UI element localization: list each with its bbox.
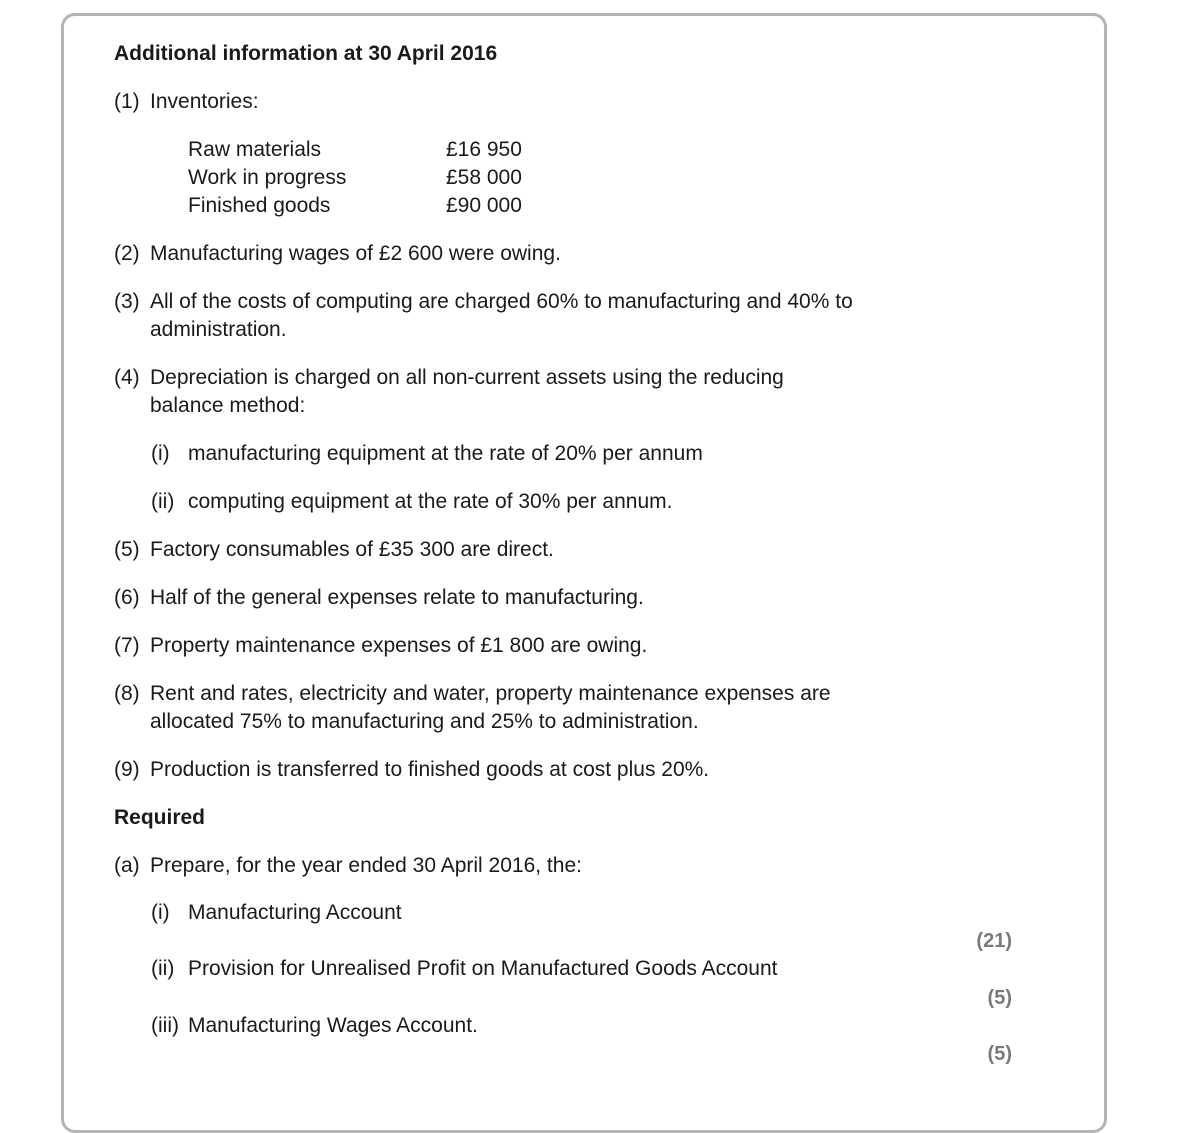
inventory-value: £90 000 bbox=[446, 194, 522, 217]
item-text: All of the costs of computing are charged 60% to manufacturing and 40% to bbox=[150, 290, 853, 313]
question-part-number: (ii) bbox=[151, 957, 175, 980]
item-number: (2) bbox=[114, 242, 140, 265]
inventory-value: £58 000 bbox=[446, 166, 522, 189]
item-number: (9) bbox=[114, 758, 140, 781]
item-number: (7) bbox=[114, 634, 140, 657]
item-number: (4) bbox=[114, 366, 140, 389]
item-text: Manufacturing wages of £2 600 were owing. bbox=[150, 242, 561, 265]
item-text: Half of the general expenses relate to manufacturing. bbox=[150, 586, 644, 609]
item-text: Depreciation is charged on all non-current assets using the reducing bbox=[150, 366, 784, 389]
question-part-text: Manufacturing Account bbox=[188, 901, 402, 924]
question-part-text: Manufacturing Wages Account. bbox=[188, 1014, 478, 1037]
item-number: (6) bbox=[114, 586, 140, 609]
item-text: balance method: bbox=[150, 394, 306, 417]
question-text: Prepare, for the year ended 30 April 2016, the: bbox=[150, 854, 582, 877]
item-text: Property maintenance expenses of £1 800 are owing. bbox=[150, 634, 648, 657]
inventory-value: £16 950 bbox=[446, 138, 522, 161]
inventory-label: Finished goods bbox=[188, 194, 331, 217]
marks-badge: (5) bbox=[987, 1043, 1012, 1065]
item-number: (1) bbox=[114, 90, 140, 113]
inventory-label: Raw materials bbox=[188, 138, 322, 161]
item-text: Factory consumables of £35 300 are direct. bbox=[150, 538, 554, 561]
question-part-text: Provision for Unrealised Profit on Manufactured Goods Account bbox=[188, 957, 778, 980]
inventory-label: Work in progress bbox=[188, 166, 347, 189]
item-number: (8) bbox=[114, 682, 140, 705]
sub-item-number: (ii) bbox=[151, 490, 175, 513]
section-heading: Additional information at 30 April 2016 bbox=[114, 42, 498, 65]
item-number: (3) bbox=[114, 290, 140, 313]
sub-item-text: computing equipment at the rate of 30% per annum. bbox=[188, 490, 673, 513]
marks-badge: (5) bbox=[987, 987, 1012, 1009]
required-heading: Required bbox=[114, 806, 206, 829]
item-text: Rent and rates, electricity and water, property maintenance expenses are bbox=[150, 682, 831, 705]
item-text: allocated 75% to manufacturing and 25% to administration. bbox=[150, 710, 699, 733]
marks-badge: (21) bbox=[976, 930, 1012, 952]
question-part-number: (iii) bbox=[151, 1014, 179, 1037]
item-text: Production is transferred to finished goods at cost plus 20%. bbox=[150, 758, 710, 781]
question-part-number: (i) bbox=[151, 901, 170, 924]
sub-item-number: (i) bbox=[151, 442, 170, 465]
item-number: (5) bbox=[114, 538, 140, 561]
sub-item-text: manufacturing equipment at the rate of 20% per annum bbox=[188, 442, 703, 465]
item-text: Inventories: bbox=[150, 90, 259, 113]
question-number: (a) bbox=[114, 854, 140, 877]
item-text: administration. bbox=[150, 318, 287, 341]
